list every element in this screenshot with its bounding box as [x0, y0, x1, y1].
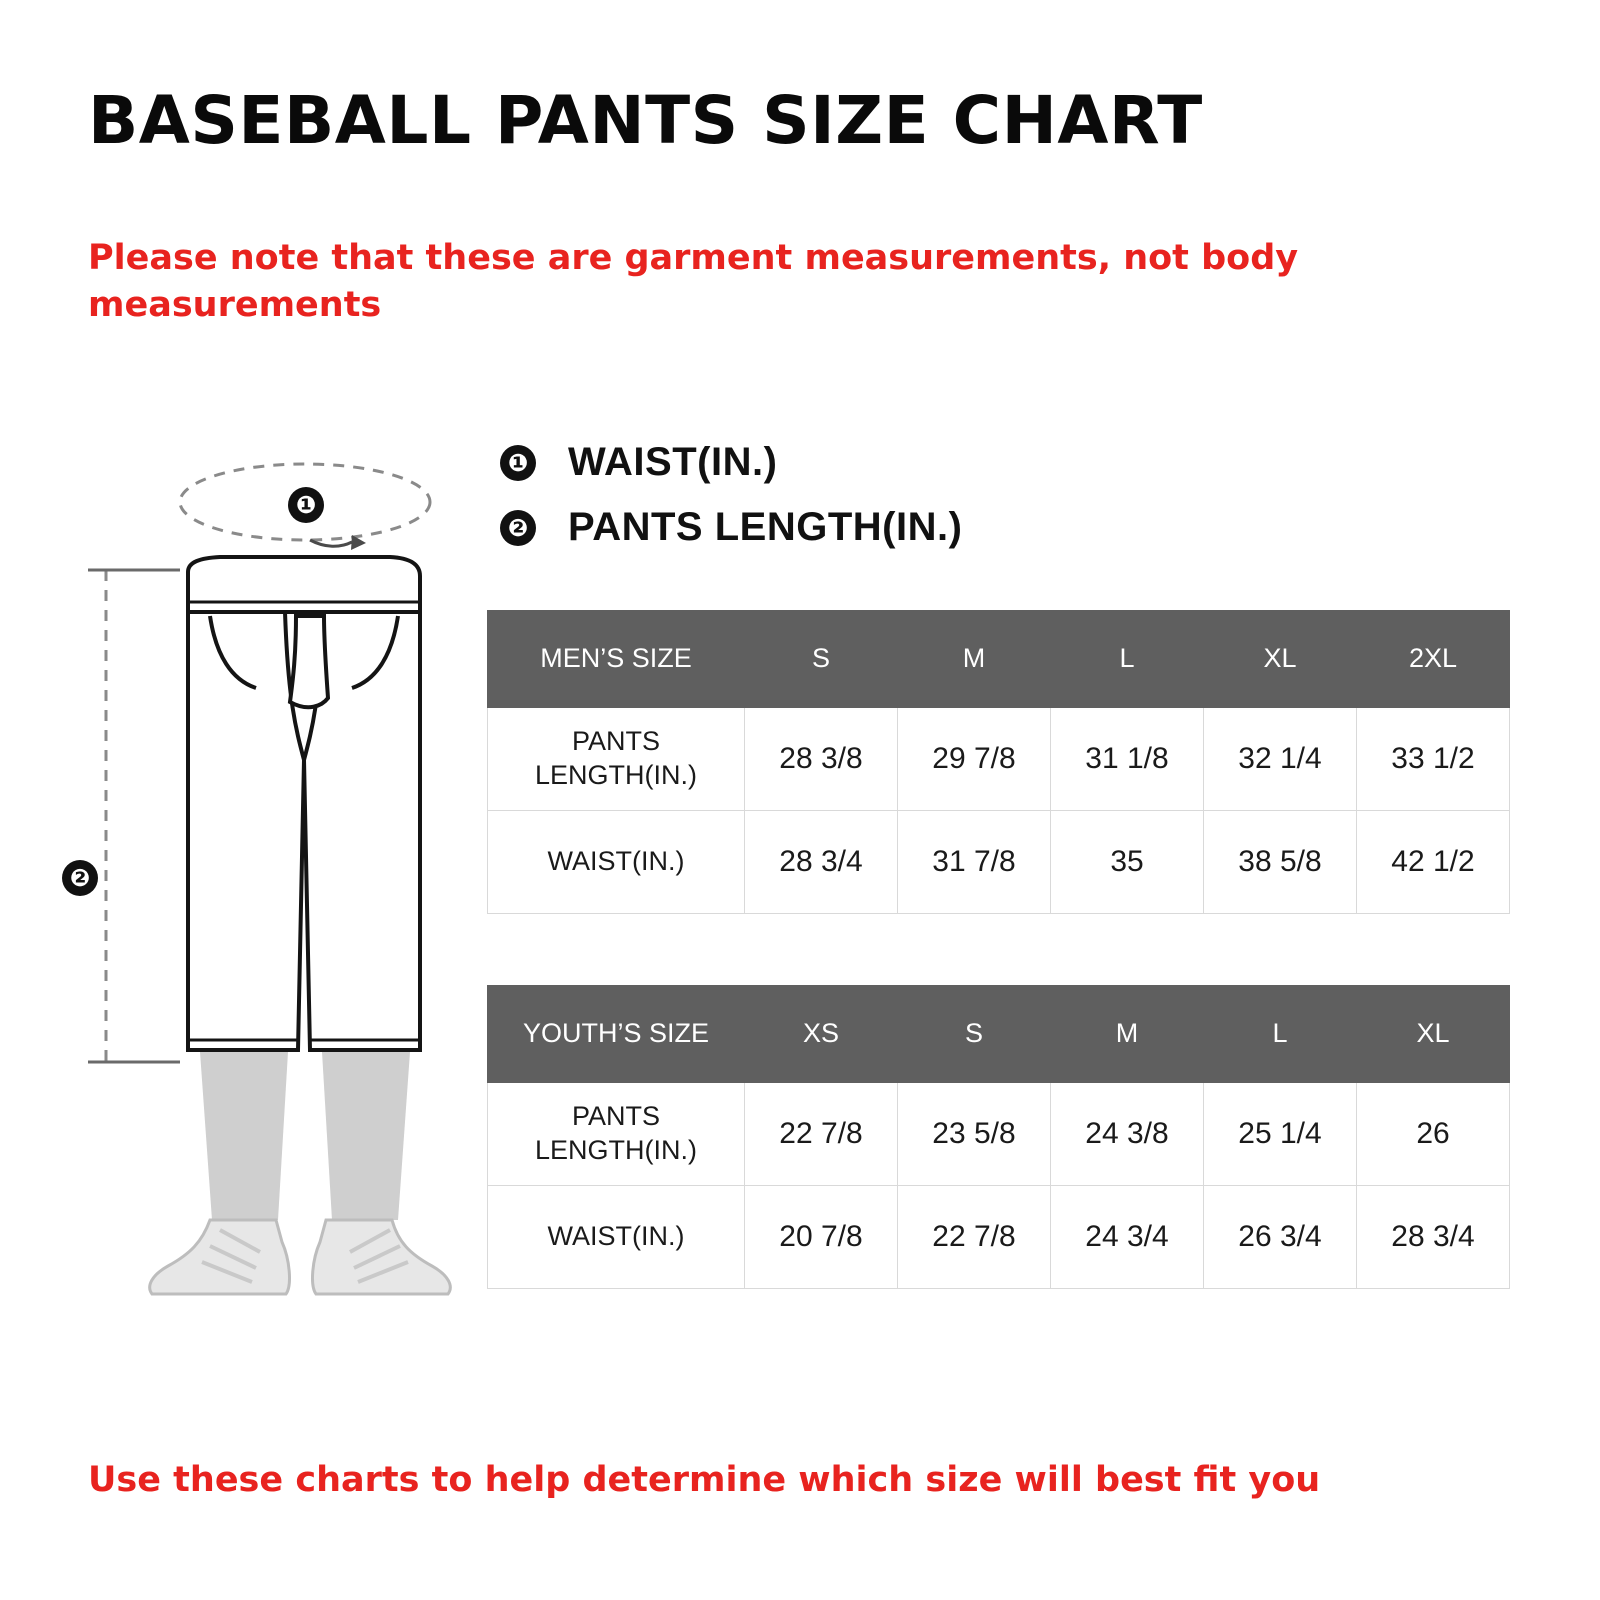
youths-waist-m: 24 3/4 [1051, 1186, 1204, 1289]
youths-size-table [487, 985, 1510, 1289]
youths-waist-xl: 28 3/4 [1357, 1186, 1510, 1289]
legend-item-pants-length [500, 505, 962, 550]
youths-row-label-pants-length: PANTS LENGTH(IN.) [488, 1083, 745, 1186]
legend-label-pants-length: PANTS LENGTH(IN.) [568, 505, 963, 549]
table-row [488, 708, 1510, 811]
table-row [488, 811, 1510, 914]
youths-size-header: YOUTH’S SIZE [488, 986, 745, 1083]
youths-col-s: S [898, 986, 1051, 1083]
youths-waist-s: 22 7/8 [898, 1186, 1051, 1289]
youths-pants-length-m: 24 3/8 [1051, 1083, 1204, 1186]
youths-waist-l: 26 3/4 [1204, 1186, 1357, 1289]
mens-waist-l: 35 [1051, 811, 1204, 914]
legend-label-waist: WAIST(IN.) [568, 440, 778, 484]
youths-waist-xs: 20 7/8 [745, 1186, 898, 1289]
mens-col-m: M [898, 611, 1051, 708]
table-row [488, 1083, 1510, 1186]
mens-waist-xl: 38 5/8 [1204, 811, 1357, 914]
garment-measurement-note: Please note that these are garment measurements, not body measurements [88, 238, 1299, 326]
mens-waist-s: 28 3/4 [745, 811, 898, 914]
legend [500, 440, 962, 570]
mens-pants-length-s: 28 3/8 [745, 708, 898, 811]
mens-pants-length-xl: 32 1/4 [1204, 708, 1357, 811]
youths-pants-length-xs: 22 7/8 [745, 1083, 898, 1186]
youths-pants-length-s: 23 5/8 [898, 1083, 1051, 1186]
page-title: BASEBALL PANTS SIZE CHART [88, 82, 1203, 159]
pants-illustration [60, 430, 490, 1330]
mens-col-l: L [1051, 611, 1204, 708]
mens-row-label-waist: WAIST(IN.) [488, 811, 745, 914]
mens-pants-length-m: 29 7/8 [898, 708, 1051, 811]
youths-row-label-waist: WAIST(IN.) [488, 1186, 745, 1289]
mens-pants-length-l: 31 1/8 [1051, 708, 1204, 811]
waist-marker-icon: ❶ [288, 487, 324, 523]
number-two-icon: ❷ [500, 510, 536, 546]
mens-waist-m: 31 7/8 [898, 811, 1051, 914]
youths-col-m: M [1051, 986, 1204, 1083]
length-marker-icon: ❷ [62, 860, 98, 896]
youths-col-l: L [1204, 986, 1357, 1083]
legend-item-waist [500, 440, 962, 485]
table-header-row [488, 986, 1510, 1083]
youths-col-xs: XS [745, 986, 898, 1083]
number-one-icon: ❶ [500, 445, 536, 481]
table-row [488, 1186, 1510, 1289]
mens-size-table [487, 610, 1510, 914]
youths-pants-length-xl: 26 [1357, 1083, 1510, 1186]
mens-row-label-pants-length: PANTS LENGTH(IN.) [488, 708, 745, 811]
table-header-row [488, 611, 1510, 708]
youths-col-xl: XL [1357, 986, 1510, 1083]
pants-diagram-svg [60, 430, 490, 1330]
mens-waist-2xl: 42 1/2 [1357, 811, 1510, 914]
mens-col-xl: XL [1204, 611, 1357, 708]
mens-col-2xl: 2XL [1357, 611, 1510, 708]
mens-col-s: S [745, 611, 898, 708]
footer-help-note: Use these charts to help determine which size will best fit you [88, 1460, 1321, 1500]
mens-pants-length-2xl: 33 1/2 [1357, 708, 1510, 811]
youths-pants-length-l: 25 1/4 [1204, 1083, 1357, 1186]
mens-size-header: MEN’S SIZE [488, 611, 745, 708]
